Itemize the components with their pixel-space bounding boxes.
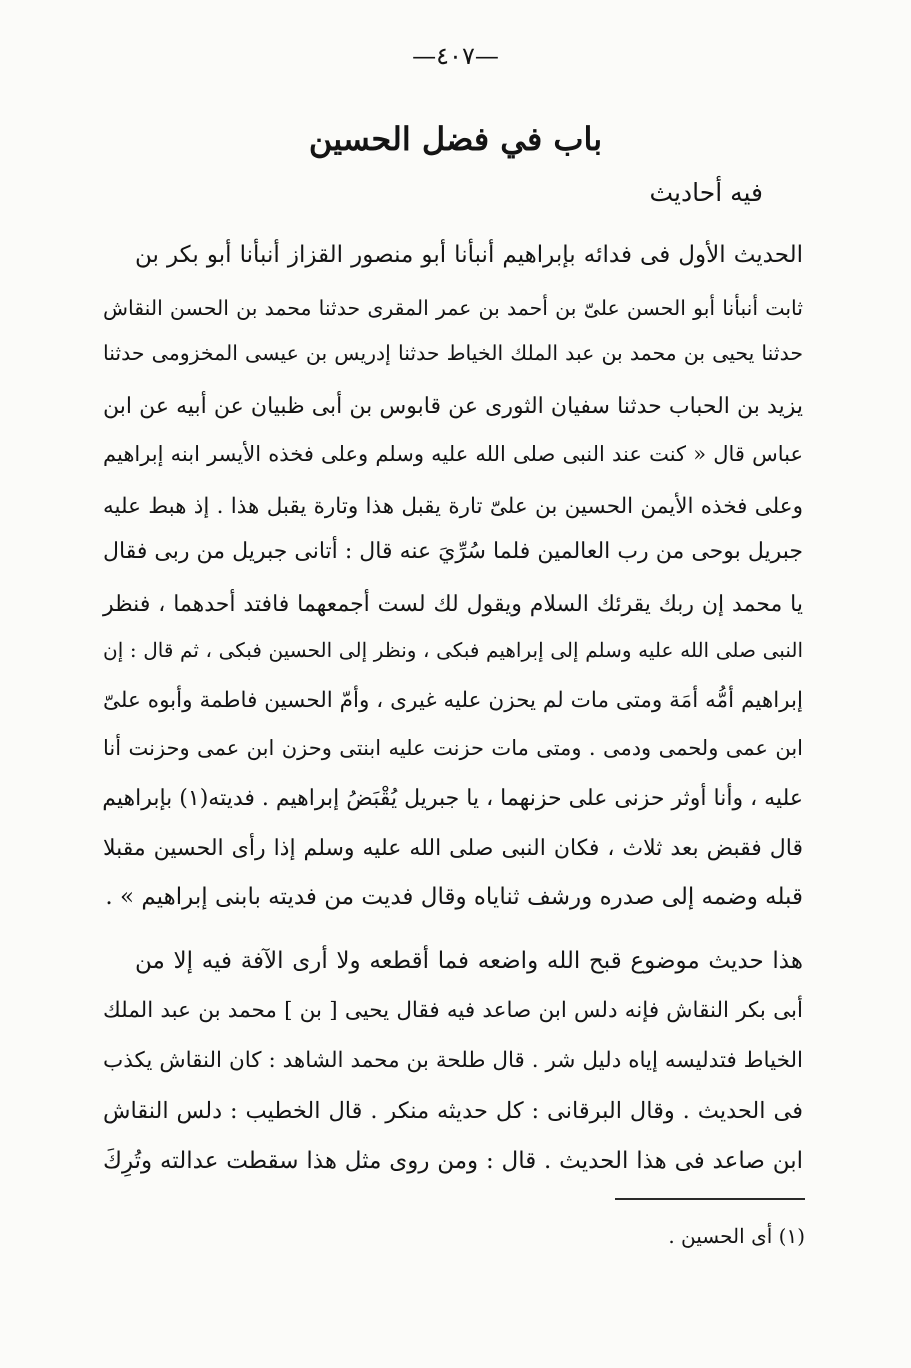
text-line: جبريل بوحى من رب العالمين فلما سُرِّيَ عنه قال : أتانى جبريل من ربى فقال xyxy=(103,539,803,564)
text-line: الخياط فتدليسه إياه دليل شر . قال طلحة بن محمد الشاهد : كان النقاش يكذب xyxy=(103,1048,803,1073)
text-line: هذا حديث موضوع قبح الله واضعه فما أقطعه ولا أرى الآفة فيه إلا من xyxy=(135,948,803,974)
footnote-divider xyxy=(615,1198,805,1200)
text-line: عباس قال « كنت عند النبى صلى الله عليه وسلم وعلى فخذه الأيسر ابنه إبراهيم xyxy=(103,442,803,466)
text-line: يزيد بن الحباب حدثنا سفيان الثورى عن قابوس بن أبى ظبيان عن أبيه عن ابن xyxy=(103,394,803,419)
text-line: قال فقبض بعد ثلاث ، فكان النبى صلى الله عليه وسلم إذا رأى الحسين مقبلا xyxy=(103,836,803,861)
subheading: فيه أحاديث xyxy=(649,178,763,207)
text-line: أبى بكر النقاش فإنه دلس ابن صاعد فيه فقال يحيى [ بن ] محمد بن عبد الملك xyxy=(103,998,803,1023)
text-line: حدثنا يحيى بن محمد بن عبد الملك الخياط حدثنا إدريس بن عيسى المخزومى حدثنا xyxy=(103,341,803,365)
text-line: النبى صلى الله عليه وسلم إلى إبراهيم فبكى ، ونظر إلى الحسين فبكى ، ثم قال : إن xyxy=(103,638,804,662)
text-line: وعلى فخذه الأيمن الحسين بن علىّ تارة يقبل هذا وتارة يقبل هذا . إذ هبط عليه xyxy=(103,494,803,519)
text-line: ابن صاعد فى هذا الحديث . قال : ومن روى مثل هذا سقطت عدالته وتُرِكَ xyxy=(103,1148,803,1174)
text-line: عليه ، وأنا أوثر حزنى على حزنهما ، يا جبريل يُقْبَضُ إبراهيم . فديته(١) بإبراهيم xyxy=(102,786,803,811)
text-line: ثابت أنبأنا أبو الحسن علىّ بن أحمد بن عمر المقرى حدثنا محمد بن الحسن النقاش xyxy=(103,296,803,320)
chapter-title: باب في فضل الحسين xyxy=(308,120,603,158)
text-line: الحديث الأول فى فدائه بإبراهيم أنبأنا أبو منصور القزاز أنبأنا أبو بكر بن xyxy=(135,242,803,268)
text-line: ابن عمى ولحمى ودمى . ومتى مات حزنت عليه ابنتى وحزن ابن عمى وحزنت أنا xyxy=(103,736,803,760)
text-line: فى الحديث . وقال البرقانى : كل حديثه منكر . قال الخطيب : دلس النقاش xyxy=(103,1098,803,1124)
footnote: (١) أى الحسين . xyxy=(668,1224,805,1248)
page-number: —٤٠٧— xyxy=(412,42,499,70)
text-line: يا محمد إن ربك يقرئك السلام ويقول لك لست أجمعهما فافتد أحدهما ، فنظر xyxy=(103,592,803,617)
text-line: قبله وضمه إلى صدره ورشف ثناياه وقال فديت من فديته بابنى إبراهيم » . xyxy=(105,884,803,910)
text-line: إبراهيم أمُّه أمَة ومتى مات لم يحزن عليه غيرى ، وأمّ الحسين فاطمة وأبوه علىّ xyxy=(103,688,803,713)
